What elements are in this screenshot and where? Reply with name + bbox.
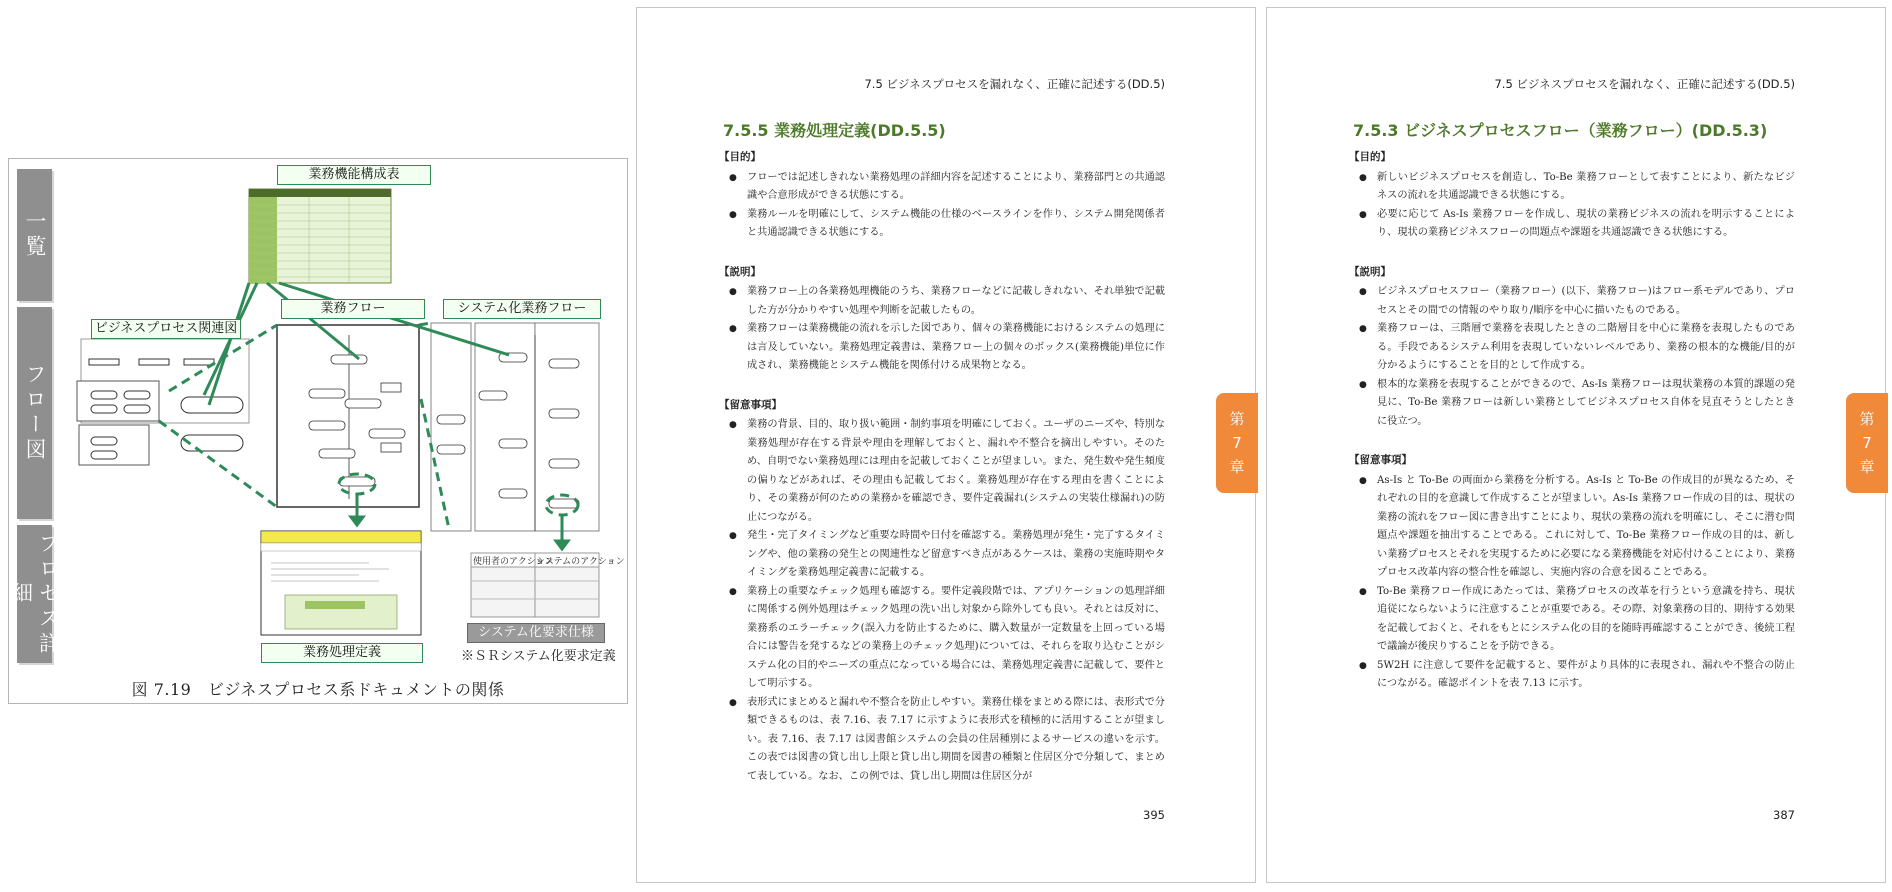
label-business-flow: 業務フロー	[281, 299, 425, 319]
explanation-heading: 【説明】	[719, 265, 761, 278]
chapter-tab-char: 章	[1859, 458, 1875, 476]
notes-list	[1353, 472, 1795, 694]
notes-heading: 【留意事項】	[1349, 454, 1412, 466]
label-system-flow: システム化業務フロー	[443, 299, 601, 319]
page-number: 395	[1143, 808, 1165, 822]
purpose-list	[1353, 169, 1795, 243]
side-tab-flow: フロー図	[17, 307, 52, 519]
list-item: ● 業務フローは、三階層で業務を表現したときの二階層目を中心に業務を表現したものである。手段であるシステム利用を表現していないレベルであり、業務の根本的な機能/目的が分かるようにすることを目的として作成する。	[1353, 320, 1795, 376]
label-process-diagram: ビジネスプロセス関連図	[91, 319, 241, 339]
figure-panel	[8, 158, 628, 704]
label-user-action: 使用者のアクション	[473, 557, 554, 567]
list-item: ● 5W2H に注意して要件を記載すると、要件がより具体的に表現され、漏れや不整合の防止につながる。確認ポイントを表 7.13 に示す。	[1353, 657, 1795, 694]
chapter-tab	[1846, 393, 1888, 493]
list-item: ● 業務の背景、目的、取り扱い範囲・制約事項を明確にしておく。ユーザのニーズや、特別な業務処理が存在する背景や理由を理解しておくと、漏れや不整合を摘出しやすい。そのため、自明でない業務処理には理由を記載しておくことが望ましい。また、発生数や発生頻度の偏りなどがあれば、その理由も記載しておく。業務処理が存在する理由を書くことにより、その業務が何のための業務かを確認でき、要件定義漏れ(システムの実装仕様漏れ)の防止につながる。	[723, 416, 1165, 527]
list-item: ● 発生・完了タイミングなど重要な時間や日付を確認する。業務処理が発生・完了するタイミングや、他の業務の発生との関連性など留意すべき点があるケースは、業務の実施時期やタイミングを業務処理定義書に記載する。	[723, 527, 1165, 583]
chapter-tab-char: 第	[1229, 410, 1245, 428]
chapter-tab-char: 7	[1862, 434, 1872, 452]
notes-heading: 【留意事項】	[719, 398, 782, 411]
purpose-heading: 【目的】	[1349, 151, 1391, 163]
list-item: ● To-Be 業務フロー作成にあたっては、業務プロセスの改革を行うという意識を持ち、現状追従にならないように注意することが重要である。その際、対象業務の目的、期待する効果を記載しておくと、それをもとにシステム化の目的を随時再確認することができ、後続工程で議論が後戻りすることを予防できる。	[1353, 583, 1795, 657]
label-business-function-table: 業務機能構成表	[277, 165, 431, 185]
label-system-requirements: システム化要求仕様	[467, 623, 605, 643]
list-item: ● 業務上の重要なチェック処理も確認する。要件定義段階では、アプリケーションの処理詳細に関係する例外処理はチェック処理の洗い出し対象から除外しても良い。それとは反対に、業務系のエラーチェック(誤入力を防止するために、購入数量が一定数量を上回っている場合には警告を発するなどの業務上のチェック処理)については、それらを取り込むことがシステム化の目的やニーズの重点になっている場合には、業務処理定義書に記載して、要件として明示する。	[723, 583, 1165, 694]
figure-caption: 図 7.19 ビジネスプロセス系ドキュメントの関係	[131, 680, 505, 699]
label-processing-definition: 業務処理定義	[261, 643, 423, 663]
explanation-heading: 【説明】	[1349, 265, 1391, 278]
business-flow-thumbnail	[277, 325, 419, 507]
explanation-list	[723, 283, 1165, 376]
side-tab-list: 一覧	[17, 169, 52, 301]
processing-definition-thumbnail	[261, 531, 421, 635]
section-title: 7.5.5 業務処理定義(DD.5.5)	[723, 121, 946, 140]
list-item: ● 業務フロー上の各業務処理機能のうち、業務フローなどに記載しきれない、それ単独で記載した方が分かりやすい処理や判断を記載したもの。	[723, 283, 1165, 320]
side-tab-process-detail: プロセス詳細	[17, 525, 52, 663]
running-head: 7.5 ビジネスプロセスを漏れなく、正確に記述する(DD.5)	[864, 77, 1165, 91]
chapter-tab-char: 章	[1229, 458, 1245, 476]
chapter-tab-char: 第	[1859, 410, 1875, 428]
list-item: ● 根本的な業務を表現することができるので、As-Is 業務フローは現状業務の本質的課題の発見に、To-Be 業務フローは新しい業務としてビジネスプロセス自体を見直そうとしたときに役立つ。	[1353, 376, 1795, 432]
label-system-action: システムのアクション	[536, 557, 625, 567]
list-item: ● 新しいビジネスプロセスを創造し、To-Be 業務フローとして表すことにより、新たなビジネスの流れを共通認識できる状態にする。	[1353, 169, 1795, 206]
page-body	[1349, 148, 1795, 694]
purpose-list	[723, 169, 1165, 243]
list-item: ● 業務ルールを明確にして、システム機能の仕様のベースラインを作り、システム開発関係者と共通認識できる状態にする。	[723, 206, 1165, 243]
page-395	[636, 7, 1256, 883]
purpose-heading: 【目的】	[719, 151, 761, 163]
list-item: ● As-Is と To-Be の両面から業務を分析する。As-Is と To-Be の作成目的が異なるため、それぞれの目的を意識して作成することが望ましい。As-Is 業務フロー作成の目的は、現状の業務の流れをフロー図に書き出すことにより、現状の業務の流れを明確にし、そこに潜む問題点や課題を抽出することである。これに対して、To-Be 業務フロー作成の目的は、新しい業務プロセスとそれを実現するために必要になる業務機能を対応付けることにより、業務プロセス改革内容の整合性を確認し、実施内容の合意を図ることである。	[1353, 472, 1795, 583]
business-function-table-thumbnail	[249, 189, 391, 283]
page-387	[1266, 7, 1886, 883]
list-item: ● ビジネスプロセスフロー（業務フロー）(以下、業務フロー)はフロー系モデルであり、プロセスとその間での情報のやり取り/順序を中心に描いたものである。	[1353, 283, 1795, 320]
list-item: ● 業務フローは業務機能の流れを示した図であり、個々の業務機能におけるシステムの処理には言及していない。業務処理定義書は、業務フロー上の個々のボックス(業務機能)単位に作成され、業務機能とシステム機能を関係付ける成果物となる。	[723, 320, 1165, 376]
list-item: ● フローでは記述しきれない業務処理の詳細内容を記述することにより、業務部門との共通認識や合意形成ができる状態にする。	[723, 169, 1165, 206]
list-item: ● 表形式にまとめると漏れや不整合を防止しやすい。業務仕様をまとめる際には、表形式で分類できるものは、表 7.16、表 7.17 に示すように表形式を積極的に活用することが望ましい。表 7.16、表 7.17 は図書館システムの会員の住居種別によるサービスの違いを示す。この表では図書の貸し出し上限と貸し出し期間を図書の種類と住居区分で分類して、まとめて表している。なお、この例では、貸し出し期間は住居区分が	[723, 694, 1165, 787]
chapter-tab	[1216, 393, 1258, 493]
running-head: 7.5 ビジネスプロセスを漏れなく、正確に記述する(DD.5)	[1494, 77, 1795, 91]
system-flow-thumbnail	[431, 323, 599, 531]
page-body	[719, 148, 1165, 786]
section-title: 7.5.3 ビジネスプロセスフロー（業務フロー）(DD.5.3)	[1353, 121, 1768, 140]
page-number: 387	[1773, 808, 1795, 822]
list-item: ● 必要に応じて As-Is 業務フローを作成し、現状の業務ビジネスの流れを明示することにより、現状の業務ビジネスフローの問題点や課題を共通認識できる状態にする。	[1353, 206, 1795, 243]
explanation-list	[1353, 283, 1795, 431]
chapter-tab-char: 7	[1232, 434, 1242, 452]
notes-list	[723, 416, 1165, 786]
sr-note: ※ＳＲシステム化要求定義	[461, 649, 616, 664]
